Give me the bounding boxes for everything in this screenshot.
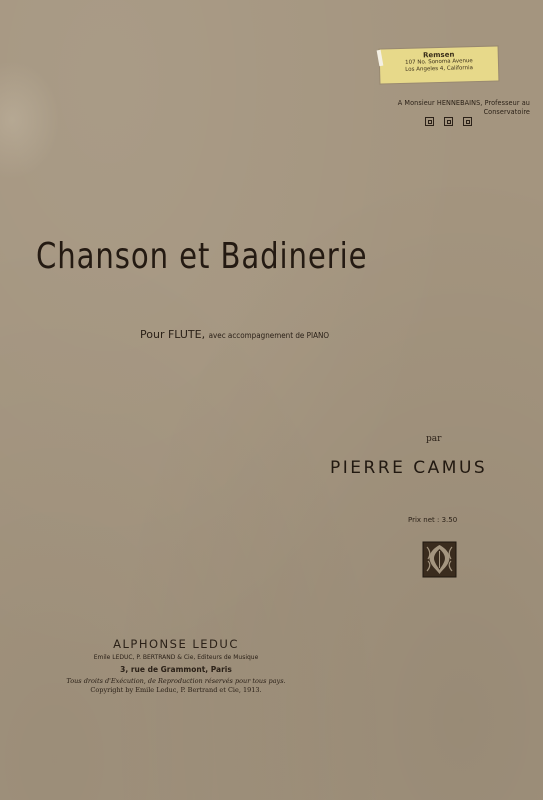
ornament-square-icon [425,117,434,126]
sticker-address-line1: 107 No. Sonoma Avenue [404,58,473,67]
ornament-square-icon [444,117,453,126]
instrumentation-main: Pour FLUTE, [140,328,206,341]
ornament-row [425,117,472,126]
paper-stain [0,60,60,180]
owner-label-sticker [380,46,499,83]
corner-marking [488,760,538,792]
ornament-square-icon [463,117,472,126]
composer-name: PIERRE CAMUS [330,458,488,478]
sticker-name: Remsen [422,50,455,60]
publisher-emblem-icon [422,541,457,578]
instrumentation [140,328,329,341]
rights-notice: Tous droits d'Exécution, de Reproduction réservés pour tous pays. [66,676,286,685]
publisher-imprint [48,638,304,695]
page-title: Chanson et Badinerie [36,236,368,277]
copyright-notice: Copyright by Emile Leduc, P. Bertrand et Cie, 1913. [90,686,262,695]
instrumentation-rest: avec accompagnement de PIANO [208,331,330,340]
dedication: A Monsieur HENNEBAINS, Professeur au Conservatoire [397,98,530,116]
publisher-editors: Emile LEDUC, P. BERTRAND & Cie, Editeurs de Musique [93,654,259,662]
price: Prix net : 3.50 [408,516,458,524]
by-label: par [426,434,442,444]
publisher-name: ALPHONSE LEDUC [113,637,239,651]
publisher-address: 3, rue de Grammont, Paris [120,665,232,675]
sticker-address-line2: Los Angeles 4, California [405,65,474,73]
